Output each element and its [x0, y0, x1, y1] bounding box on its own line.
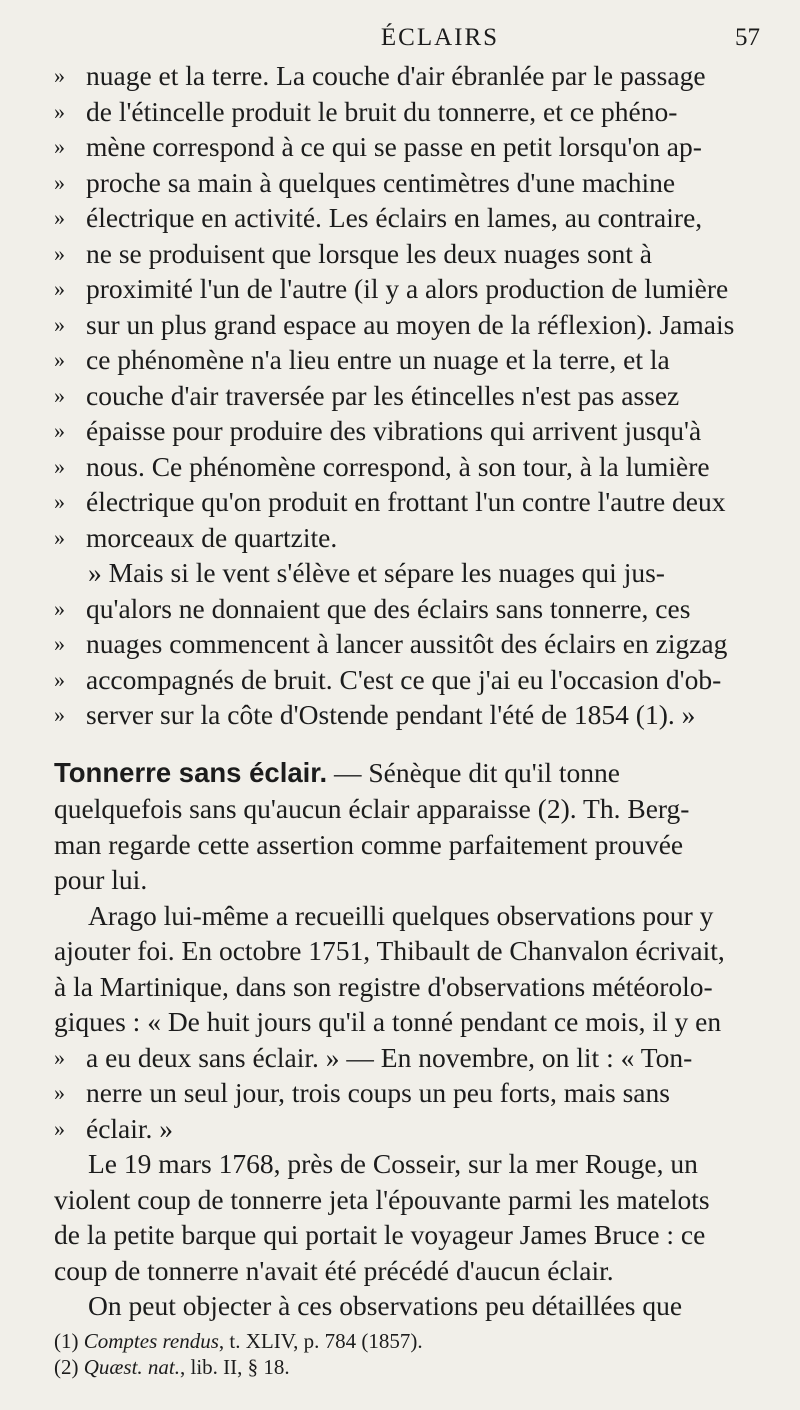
text-line: » ce phénomène n'a lieu entre un nuage et la terre, et la [0, 342, 800, 378]
text-line: Arago lui-même a recueilli quelques observations pour y [88, 899, 714, 931]
text-line: quelquefois sans qu'aucun éclair apparaisse (2). Th. Berg- [54, 793, 690, 824]
text-line: » couche d'air traversée par les étincelles n'est pas assez [0, 378, 800, 414]
text-line: » nuages commencent à lancer aussitôt des éclairs en zigzag [0, 626, 800, 662]
text-line: violent coup de tonnerre jeta l'épouvante parmi les matelots [54, 1183, 710, 1215]
text-line: » ne se produisent que lorsque les deux nuages sont à [0, 236, 800, 272]
quote-mark: » [54, 98, 65, 124]
quote-mark: » [54, 489, 65, 514]
page-number: 57 [735, 24, 760, 51]
text-line: » nuage et la terre. La couche d'air ébranlée par le passage [0, 58, 800, 94]
page-header [110, 24, 770, 58]
text-line: » accompagnés de bruit. C'est ce que j'ai eu l'occasion d'ob- [0, 662, 800, 698]
text-line: » électrique en activité. Les éclairs en lames, au contraire, [0, 200, 800, 236]
text-line: » nerre un seul jour, trois coups un peu forts, mais sans [0, 1075, 800, 1111]
text-line: » épaisse pour produire des vibrations qui arrivent jusqu'à [0, 413, 800, 449]
text-line: man regarde cette assertion comme parfaitement prouvée [54, 828, 684, 860]
quote-mark: » [54, 702, 65, 727]
quote-mark: » [54, 311, 65, 337]
text-line: » éclair. » [0, 1111, 800, 1147]
text-line: » mène correspond à ce qui se passe en petit lorsqu'on ap- [0, 129, 800, 165]
quote-mark: » [54, 524, 65, 550]
section-title: Tonnerre sans éclair. [54, 757, 328, 788]
text-line: » de l'étincelle produit le bruit du tonnerre, et ce phéno- [0, 94, 800, 130]
running-title: ÉCLAIRS [380, 24, 500, 51]
text-line: » Mais si le vent s'élève et sépare les nuages qui jus- [88, 557, 665, 588]
text-line: On peut objecter à ces observations peu détaillées que [88, 1290, 683, 1321]
footnote-2: (2) Quæst. nat., lib. II, § 18. [54, 1355, 290, 1379]
quote-mark: » [54, 134, 65, 159]
quote-mark: » [54, 418, 65, 443]
text-line: ajouter foi. En octobre 1751, Thibault de Chanvalon écrivait, [54, 935, 725, 966]
quote-mark: » [54, 63, 65, 88]
text-line: à la Martinique, dans son registre d'observations météorolo- [54, 970, 713, 1002]
text-line: Le 19 mars 1768, près de Cosseir, sur la mer Rouge, un [88, 1148, 698, 1179]
quote-mark: » [54, 595, 65, 621]
text-line: » électrique qu'on produit en frottant l'un contre l'autre deux [0, 484, 800, 520]
quote-mark: » [54, 205, 65, 230]
quote-mark: » [54, 240, 65, 266]
text-line: de la petite barque qui portait le voyageur James Bruce : ce [54, 1219, 706, 1250]
quote-mark: » [54, 169, 65, 195]
quote-mark: » [54, 382, 65, 408]
quote-mark: » [54, 453, 65, 479]
quote-mark: » [54, 631, 65, 656]
text-line: coup de tonnerre n'avait été précédé d'aucun éclair. [54, 1254, 614, 1286]
section-first-line: Tonnerre sans éclair. — Sénèque dit qu'il tonne [54, 757, 620, 788]
text-line: » morceaux de quartzite. [0, 520, 800, 556]
quote-mark: » [54, 347, 65, 372]
footnote-1: (1) Comptes rendus, t. XLIV, p. 784 (1857). [54, 1329, 423, 1353]
text-line: pour lui. [54, 864, 148, 895]
text-line: » proximité l'un de l'autre (il y a alors production de lumière [0, 271, 800, 307]
text-line: » proche sa main à quelques centimètres d'une machine [0, 165, 800, 201]
quote-mark: » [54, 1080, 65, 1105]
quote-mark: » [54, 1115, 65, 1141]
text-line: giques : « De huit jours qu'il a tonné pendant ce mois, il y en [54, 1006, 722, 1037]
text-line: » server sur la côte d'Ostende pendant l'été de 1854 (1). » [0, 697, 800, 733]
text-line: » nous. Ce phénomène correspond, à son tour, à la lumière [0, 449, 800, 485]
text-line: » sur un plus grand espace au moyen de la réflexion). Jamais [0, 307, 800, 343]
quote-mark: » [54, 276, 65, 301]
quote-mark: » [54, 666, 65, 692]
quote-mark: » [54, 1044, 65, 1070]
text-line: » a eu deux sans éclair. » — En novembre, on lit : « Ton- [0, 1040, 800, 1076]
text-line: » qu'alors ne donnaient que des éclairs sans tonnerre, ces [0, 591, 800, 627]
